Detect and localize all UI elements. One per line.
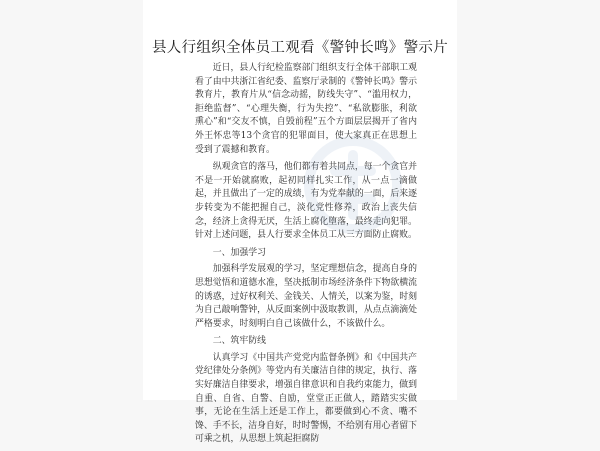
document-body	[195, 62, 417, 451]
section-2-paragraph: 认真学习《中国共产党党内监督条例》和《中国共产党纪律处分条例》等党内有关廉洁自律的规定，执行、落实好廉洁自律要求，增强自律意识和自我约束能力，做到自重、自省、自警、自励，堂堂正正做人，踏踏实实做事，无论在生活上还是工作上，都要做到心不贪、嘴不馋、手不长，洁身自好，时时警惕，不给别有用心者留下可乘之机，从思想上筑起拒腐防	[195, 352, 417, 445]
analysis-paragraph: 纵观贪官的落马，他们都有着共同点，每一个贪官并不是一开始就腐败，起初同样扎实工作，从一点一滴做起，并且做出了一定的成绩，有为党奉献的一面，后来逐步转变为不能把握自己，淡化党性修养，政治上丧失信念，经济上贪得无厌，生活上腐化堕落，最终走向犯罪。针对上述问题，县人行要求全体员工从三方面防止腐败。	[195, 162, 417, 241]
document-page	[143, 0, 457, 445]
document-title: 县人行组织全体员工观看《警钟长鸣》警示片	[152, 40, 448, 56]
intro-paragraph: 近日，县人行纪检监察部门组织支行全体干部职工观看了由中共浙江省纪委、监察厅录制的《警钟长鸣》警示教育片，教育片从“信念动摇，防线失守”、“滥用权力，拒绝监督”、“心理失衡，行为失控”、“私欲膨胀，利欲熏心”和“交友不慎，自毁前程”五个方面层层揭开了省内外王怀忠等13个贪官的犯罪面目，使大家真正在思想上受到了震撼和教育。	[195, 63, 417, 155]
section-1-paragraph: 加强科学发展观的学习，坚定理想信念，提高自身的思想觉悟和道德水准，坚决抵制市场经济条件下物欲横流的诱惑，过好权利关、金钱关、人情关，以案为鉴，时刻为自己敲响警钟，从反面案例中汲取教训，从点点滴滴处严格要求，时刻明白自己该做什么，不该做什么。	[195, 264, 417, 329]
section-2-heading: 二、筑牢防线	[212, 336, 267, 347]
section-1-heading: 一、加强学习	[212, 247, 267, 258]
